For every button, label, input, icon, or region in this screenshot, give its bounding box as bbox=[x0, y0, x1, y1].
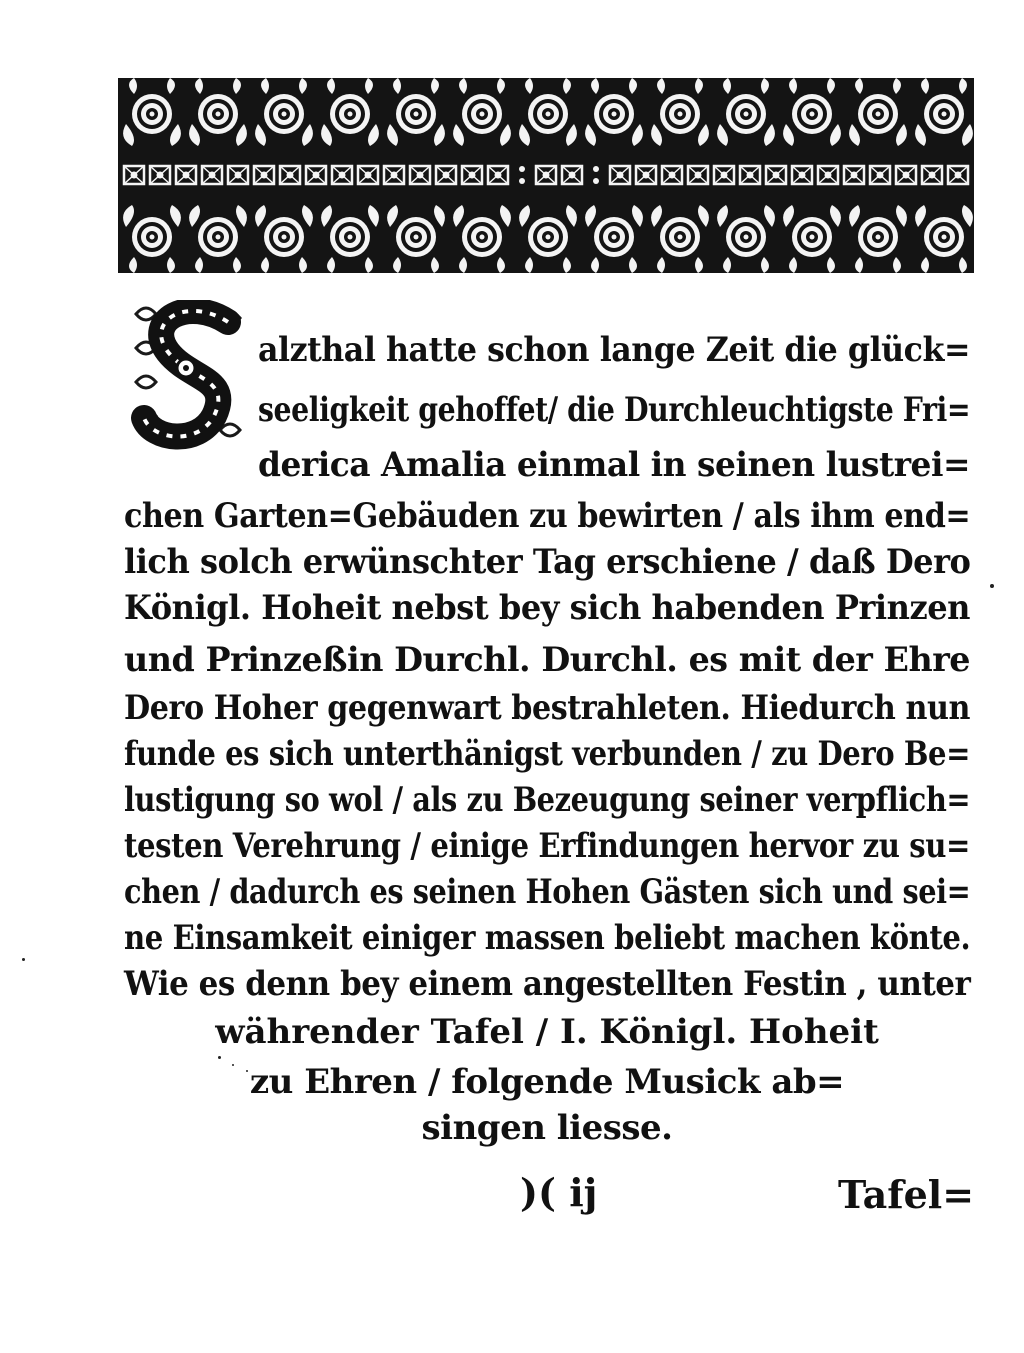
floral-ornament-icon bbox=[118, 78, 974, 273]
ornament-band bbox=[118, 78, 974, 273]
text-line: lich solch erwünschter Tag erschiene / daß Dero bbox=[124, 542, 971, 582]
text-line: chen Garten=Gebäuden zu bewirten / als ihm end= bbox=[124, 496, 971, 536]
text-line: derica Amalia einmal in seinen lustrei= bbox=[258, 445, 970, 485]
decorated-initial bbox=[128, 300, 248, 450]
text-line: seeligkeit gehoffet/ die Durchleuchtigste Fri= bbox=[258, 390, 971, 430]
paper-speck bbox=[246, 1070, 248, 1072]
paper-speck bbox=[990, 584, 994, 588]
paper-speck bbox=[232, 1064, 234, 1066]
text-line: Wie es denn bey einem angestellten Festin , unter bbox=[124, 964, 971, 1004]
text-line: Dero Hoher gegenwart bestrahleten. Hiedurch nun bbox=[124, 688, 970, 728]
text-line: und Prinzeßin Durchl. Durchl. es mit der Ehre bbox=[124, 640, 970, 680]
text-line: lustigung so wol / als zu Bezeugung seiner verpflich= bbox=[124, 780, 971, 820]
text-line: ne Einsamkeit einiger massen beliebt machen könte. bbox=[124, 918, 971, 958]
text-line: währender Tafel / I. Königl. Hoheit bbox=[215, 1012, 879, 1052]
text-line: Königl. Hoheit nebst bey sich habenden Prinzen bbox=[124, 588, 970, 628]
paper-speck bbox=[218, 1056, 221, 1059]
paper-speck bbox=[22, 958, 25, 961]
text-line: alzthal hatte schon lange Zeit die glück= bbox=[258, 330, 970, 370]
text-line: zu Ehren / folgende Musick ab= bbox=[249, 1062, 845, 1102]
catchword: Tafel= bbox=[838, 1172, 975, 1217]
text-line: chen / dadurch es seinen Hohen Gästen sich und sei= bbox=[124, 872, 971, 912]
decorated-initial-s-icon bbox=[128, 300, 248, 450]
text-line: singen liesse. bbox=[421, 1108, 673, 1148]
text-line: testen Verehrung / einige Erfindungen hervor zu su= bbox=[124, 826, 970, 866]
signature-mark: )( ij bbox=[520, 1170, 598, 1215]
text-line: funde es sich unterthänigst verbunden / zu Dero Be= bbox=[124, 734, 970, 774]
